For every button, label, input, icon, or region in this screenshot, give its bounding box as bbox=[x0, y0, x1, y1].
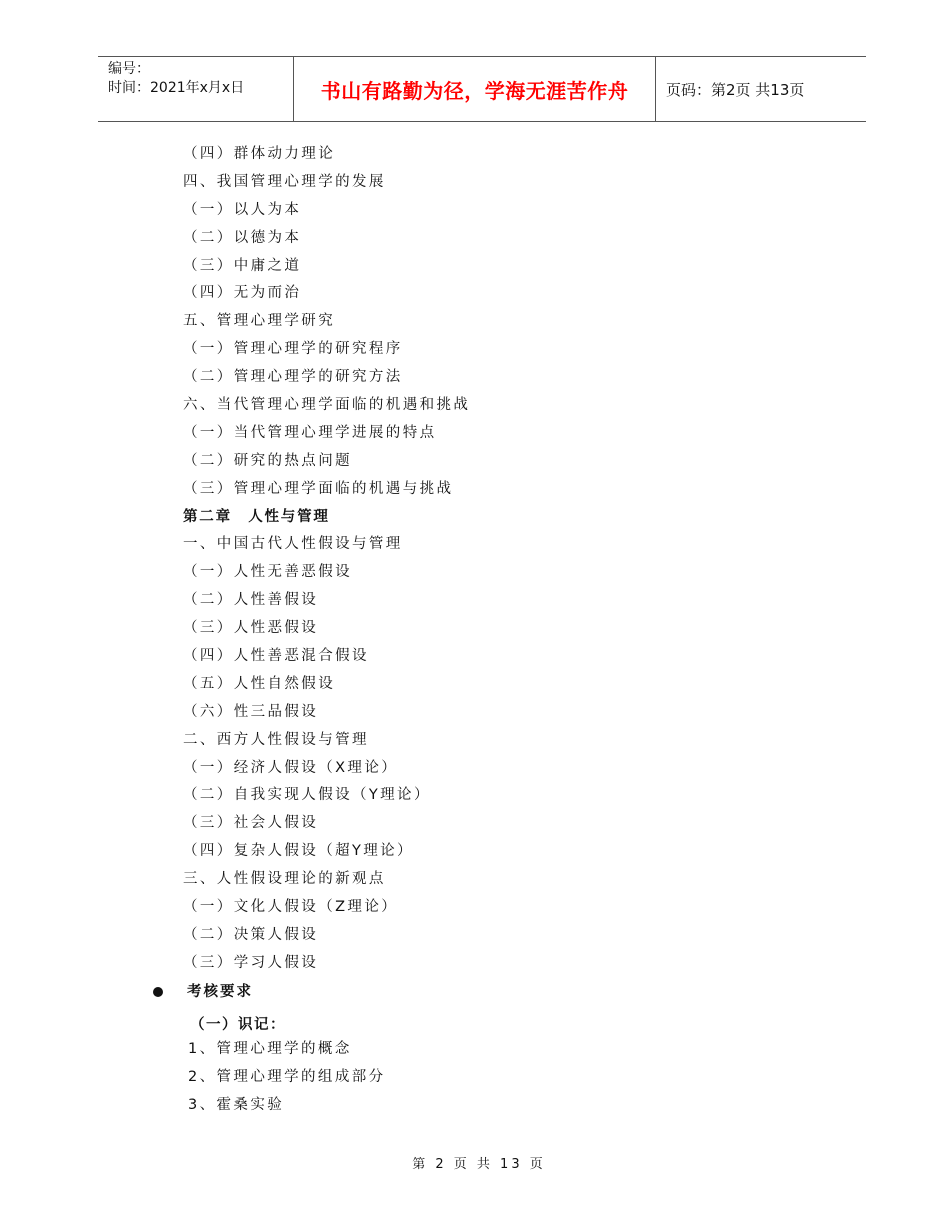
header-motto-cell bbox=[294, 57, 656, 121]
outline-list bbox=[183, 142, 470, 979]
requirements-list bbox=[188, 1037, 386, 1121]
outline-item: （一）文化人假设（Z理论） bbox=[183, 899, 399, 916]
header-page-cell bbox=[656, 57, 866, 121]
outline-item: （一）管理心理学的研究程序 bbox=[183, 341, 403, 358]
outline-item: （三）管理心理学面临的机遇与挑战 bbox=[183, 480, 454, 497]
outline-item: （三）人性恶假设 bbox=[183, 620, 319, 637]
page-header bbox=[98, 56, 866, 122]
outline-item: 四、我国管理心理学的发展 bbox=[183, 173, 386, 190]
document-number-label: 编号： bbox=[108, 61, 150, 77]
outline-item: （四）群体动力理论 bbox=[183, 146, 336, 162]
chapter-heading: 第二章 人性与管理 bbox=[183, 508, 330, 525]
document-time-label: 时间：2021年x月x日 bbox=[108, 80, 245, 96]
outline-item: （二）自我实现人假设（Y理论） bbox=[183, 787, 431, 804]
outline-item: （一）当代管理心理学进展的特点 bbox=[183, 424, 437, 441]
outline-item: 三、人性假设理论的新观点 bbox=[183, 871, 386, 888]
outline-item: 六、当代管理心理学面临的机遇和挑战 bbox=[183, 397, 471, 414]
outline-item: （四）人性善恶混合假设 bbox=[183, 648, 369, 665]
outline-item: （一）以人为本 bbox=[183, 201, 302, 218]
outline-item: 一、中国古代人性假设与管理 bbox=[183, 536, 403, 553]
bullet-icon bbox=[153, 987, 163, 997]
page-footer bbox=[0, 1156, 950, 1174]
requirement-item: 2、管理心理学的组成部分 bbox=[188, 1069, 386, 1085]
outline-item: 二、西方人性假设与管理 bbox=[183, 731, 369, 748]
outline-item: （一）人性无善恶假设 bbox=[183, 564, 352, 581]
requirements-heading-row bbox=[153, 980, 253, 1004]
header-page-label: 页码：第2页 共13页 bbox=[666, 80, 805, 99]
outline-item: 五、管理心理学研究 bbox=[183, 313, 336, 330]
outline-item: （三）中庸之道 bbox=[183, 257, 302, 274]
outline-item: （三）社会人假设 bbox=[183, 815, 319, 832]
outline-item: （二）人性善假设 bbox=[183, 592, 319, 609]
header-motto: 书山有路勤为径，学海无涯苦作舟 bbox=[320, 78, 629, 103]
requirement-item: 3、霍桑实验 bbox=[188, 1097, 285, 1113]
header-left-cell bbox=[98, 57, 294, 121]
requirements-title: 考核要求 bbox=[187, 984, 253, 1000]
outline-item: （二）管理心理学的研究方法 bbox=[183, 369, 403, 386]
outline-item: （五）人性自然假设 bbox=[183, 675, 336, 692]
requirements-subheading: （一）识记： bbox=[190, 1017, 286, 1033]
outline-item: （四）无为而治 bbox=[183, 285, 302, 302]
requirement-item: 1、管理心理学的概念 bbox=[188, 1041, 352, 1057]
outline-item: （二）研究的热点问题 bbox=[183, 452, 352, 469]
outline-item: （二）决策人假设 bbox=[183, 926, 319, 943]
outline-item: （六）性三品假设 bbox=[183, 703, 319, 720]
footer-page-number: 第 2 页 共 13 页 bbox=[412, 1157, 546, 1172]
outline-item: （二）以德为本 bbox=[183, 229, 302, 246]
outline-item: （四）复杂人假设（超Y理论） bbox=[183, 843, 414, 860]
outline-item: （三）学习人假设 bbox=[183, 954, 319, 971]
outline-item: （一）经济人假设（X理论） bbox=[183, 759, 399, 776]
